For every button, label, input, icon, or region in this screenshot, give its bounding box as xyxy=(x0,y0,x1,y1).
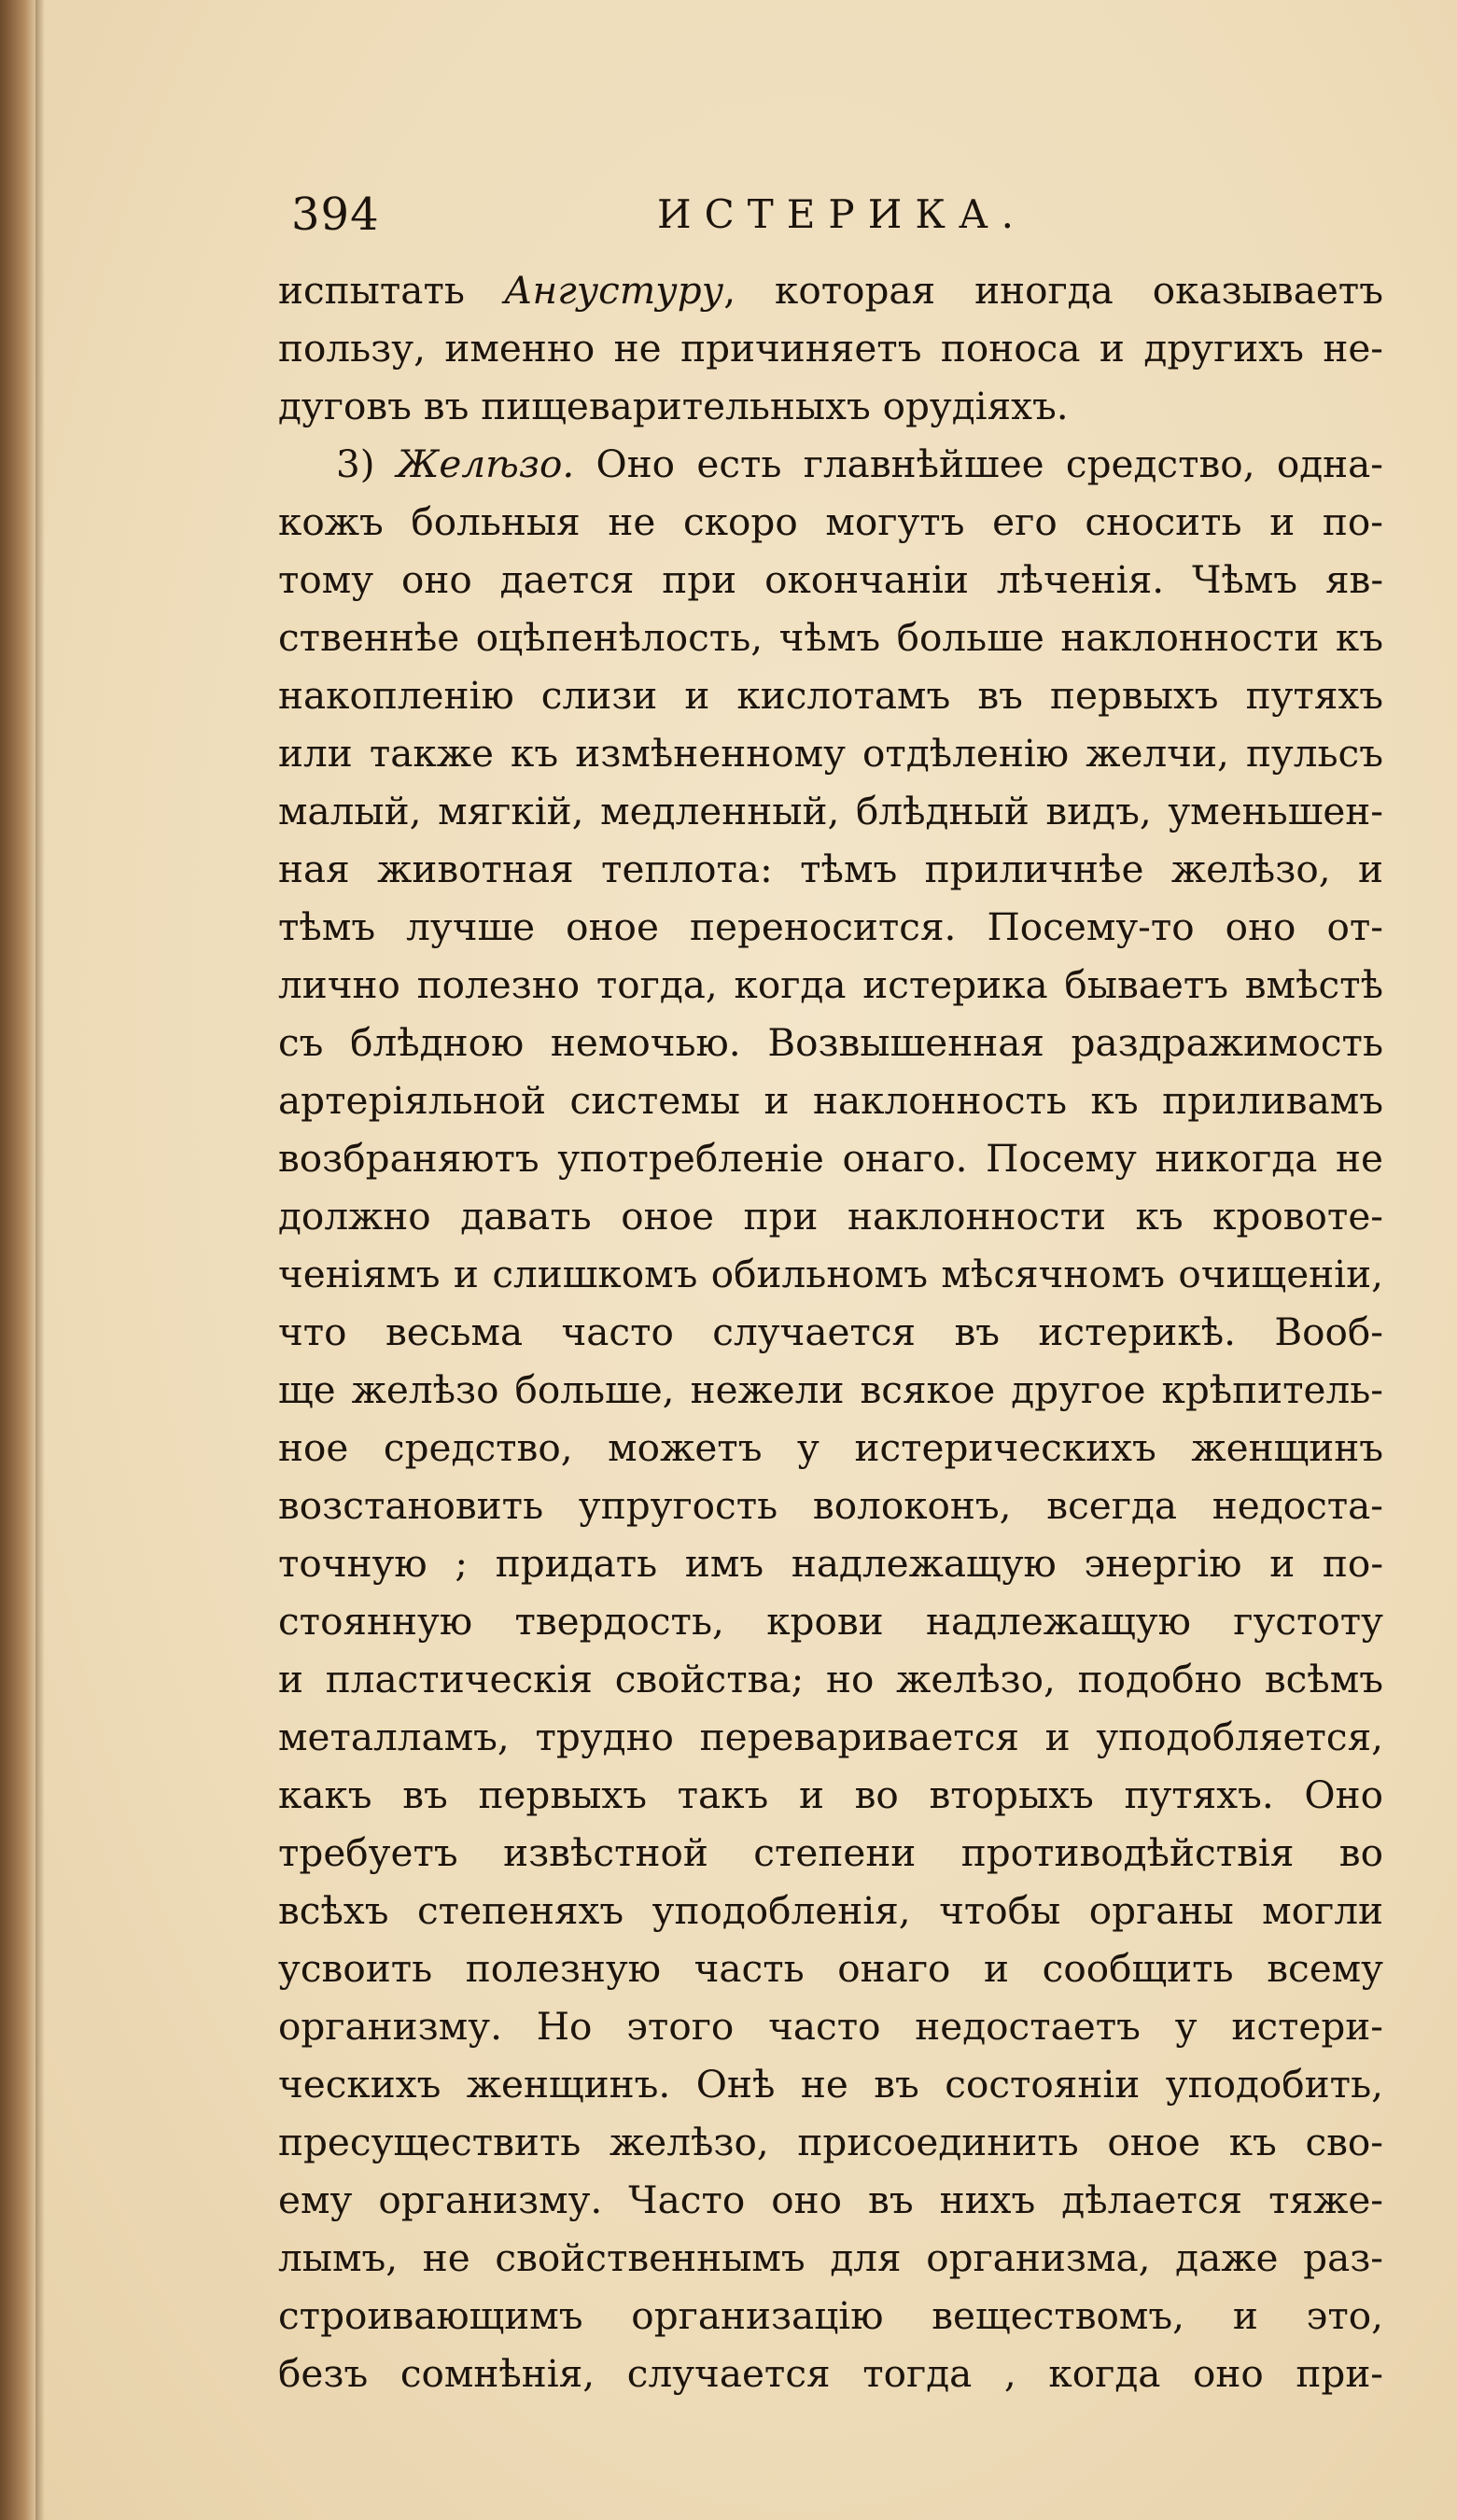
text-line: артеріяльной системы и наклонность къ приливамъ xyxy=(278,1078,1383,1123)
text-line: должно давать оное при наклонности къ кровоте- xyxy=(278,1194,1383,1239)
text-line: дуговъ въ пищеварительныхъ орудіяхъ. xyxy=(278,384,1069,428)
text-line: тому оно дается при окончаніи лѣченія. Чѣмъ яв- xyxy=(278,557,1383,602)
text-line: и пластическія свойства; но желѣзо, подобно всѣмъ xyxy=(278,1657,1383,1701)
text-line: испытать Ангустуру, которая иногда оказываетъ xyxy=(278,268,1383,313)
text-line: возбраняютъ употребленіе онаго. Посему никогда не xyxy=(278,1136,1383,1181)
text-line: точную ; придать имъ надлежащую энергію и по- xyxy=(278,1541,1383,1586)
text-line: лично полезно тогда, когда истерика бываетъ вмѣстѣ xyxy=(278,962,1383,1007)
text-line: ственнѣе оцѣпенѣлость, чѣмъ больше наклонности къ xyxy=(278,615,1383,660)
text-line: что весьма часто случается въ истерикѣ. Вооб- xyxy=(278,1309,1383,1354)
text-line: лымъ, не свойственнымъ для организма, даже раз- xyxy=(278,2235,1383,2280)
text-line: малый, мягкій, медленный, блѣдный видъ, уменьшен- xyxy=(278,789,1383,833)
text-line: какъ въ первыхъ такъ и во вторыхъ путяхъ. Оно xyxy=(278,1772,1383,1817)
text-line: ему организму. Часто оно въ нихъ дѣлается тяже- xyxy=(278,2177,1383,2222)
text-line: 3) Желѣзо. Оно есть главнѣйшее средство, одна- xyxy=(336,441,1383,486)
text-line: кожъ больныя не скоро могутъ его сносить и по- xyxy=(278,499,1383,544)
text-line: строивающимъ организацію веществомъ, и это, xyxy=(278,2293,1383,2338)
text-line: безъ сомнѣнія, случается тогда , когда оно при- xyxy=(278,2351,1383,2396)
italic-term: Ангустуру xyxy=(503,268,724,313)
body-text xyxy=(278,261,1383,2402)
text-line: требуетъ извѣстной степени противодѣйствія во xyxy=(278,1830,1383,1875)
text-line: ное средство, можетъ у истерическихъ женщинъ xyxy=(278,1425,1383,1470)
text-line: ческихъ женщинъ. Онѣ не въ состояніи уподобить, xyxy=(278,2062,1383,2107)
book-spine xyxy=(0,0,35,2520)
text-line: усвоить полезную часть онаго и сообщить всему xyxy=(278,1946,1383,1991)
italic-term: Желѣзо. xyxy=(396,441,575,486)
text-line: съ блѣдною немочью. Возвышенная раздражимость xyxy=(278,1020,1383,1065)
text-line: тѣмъ лучше оное переносится. Посему-то оно от- xyxy=(278,904,1383,949)
text-line: накопленію слизи и кислотамъ въ первыхъ путяхъ xyxy=(278,673,1383,718)
text-line: ная животная теплота: тѣмъ приличнѣе желѣзо, и xyxy=(278,847,1383,891)
text-line: пользу, именно не причиняетъ поноса и другихъ не- xyxy=(278,326,1383,371)
text-line: или также къ измѣненному отдѣленію желчи, пульсъ xyxy=(278,731,1383,776)
text-line: металламъ, трудно переваривается и уподобляется, xyxy=(278,1715,1383,1759)
text-line: всѣхъ степеняхъ уподобленія, чтобы органы могли xyxy=(278,1888,1383,1933)
running-title: ИСТЕРИКА. xyxy=(657,191,1027,237)
page-header xyxy=(291,185,1383,245)
text-line: организму. Но этого часто недостаетъ у истери- xyxy=(278,2004,1383,2049)
page-number: 394 xyxy=(291,189,380,241)
text-line: стоянную твердость, крови надлежащую густоту xyxy=(278,1599,1383,1644)
text-line: возстановить упругость волоконъ, всегда недоста- xyxy=(278,1483,1383,1528)
text-line: ченіямъ и слишкомъ обильномъ мѣсячномъ очищеніи, xyxy=(278,1252,1383,1296)
text-line: пресуществить желѣзо, присоединить оное къ сво- xyxy=(278,2120,1383,2164)
gutter-shadow xyxy=(35,0,45,2520)
text-line: ще желѣзо больше, нежели всякое другое крѣпитель- xyxy=(278,1367,1383,1412)
